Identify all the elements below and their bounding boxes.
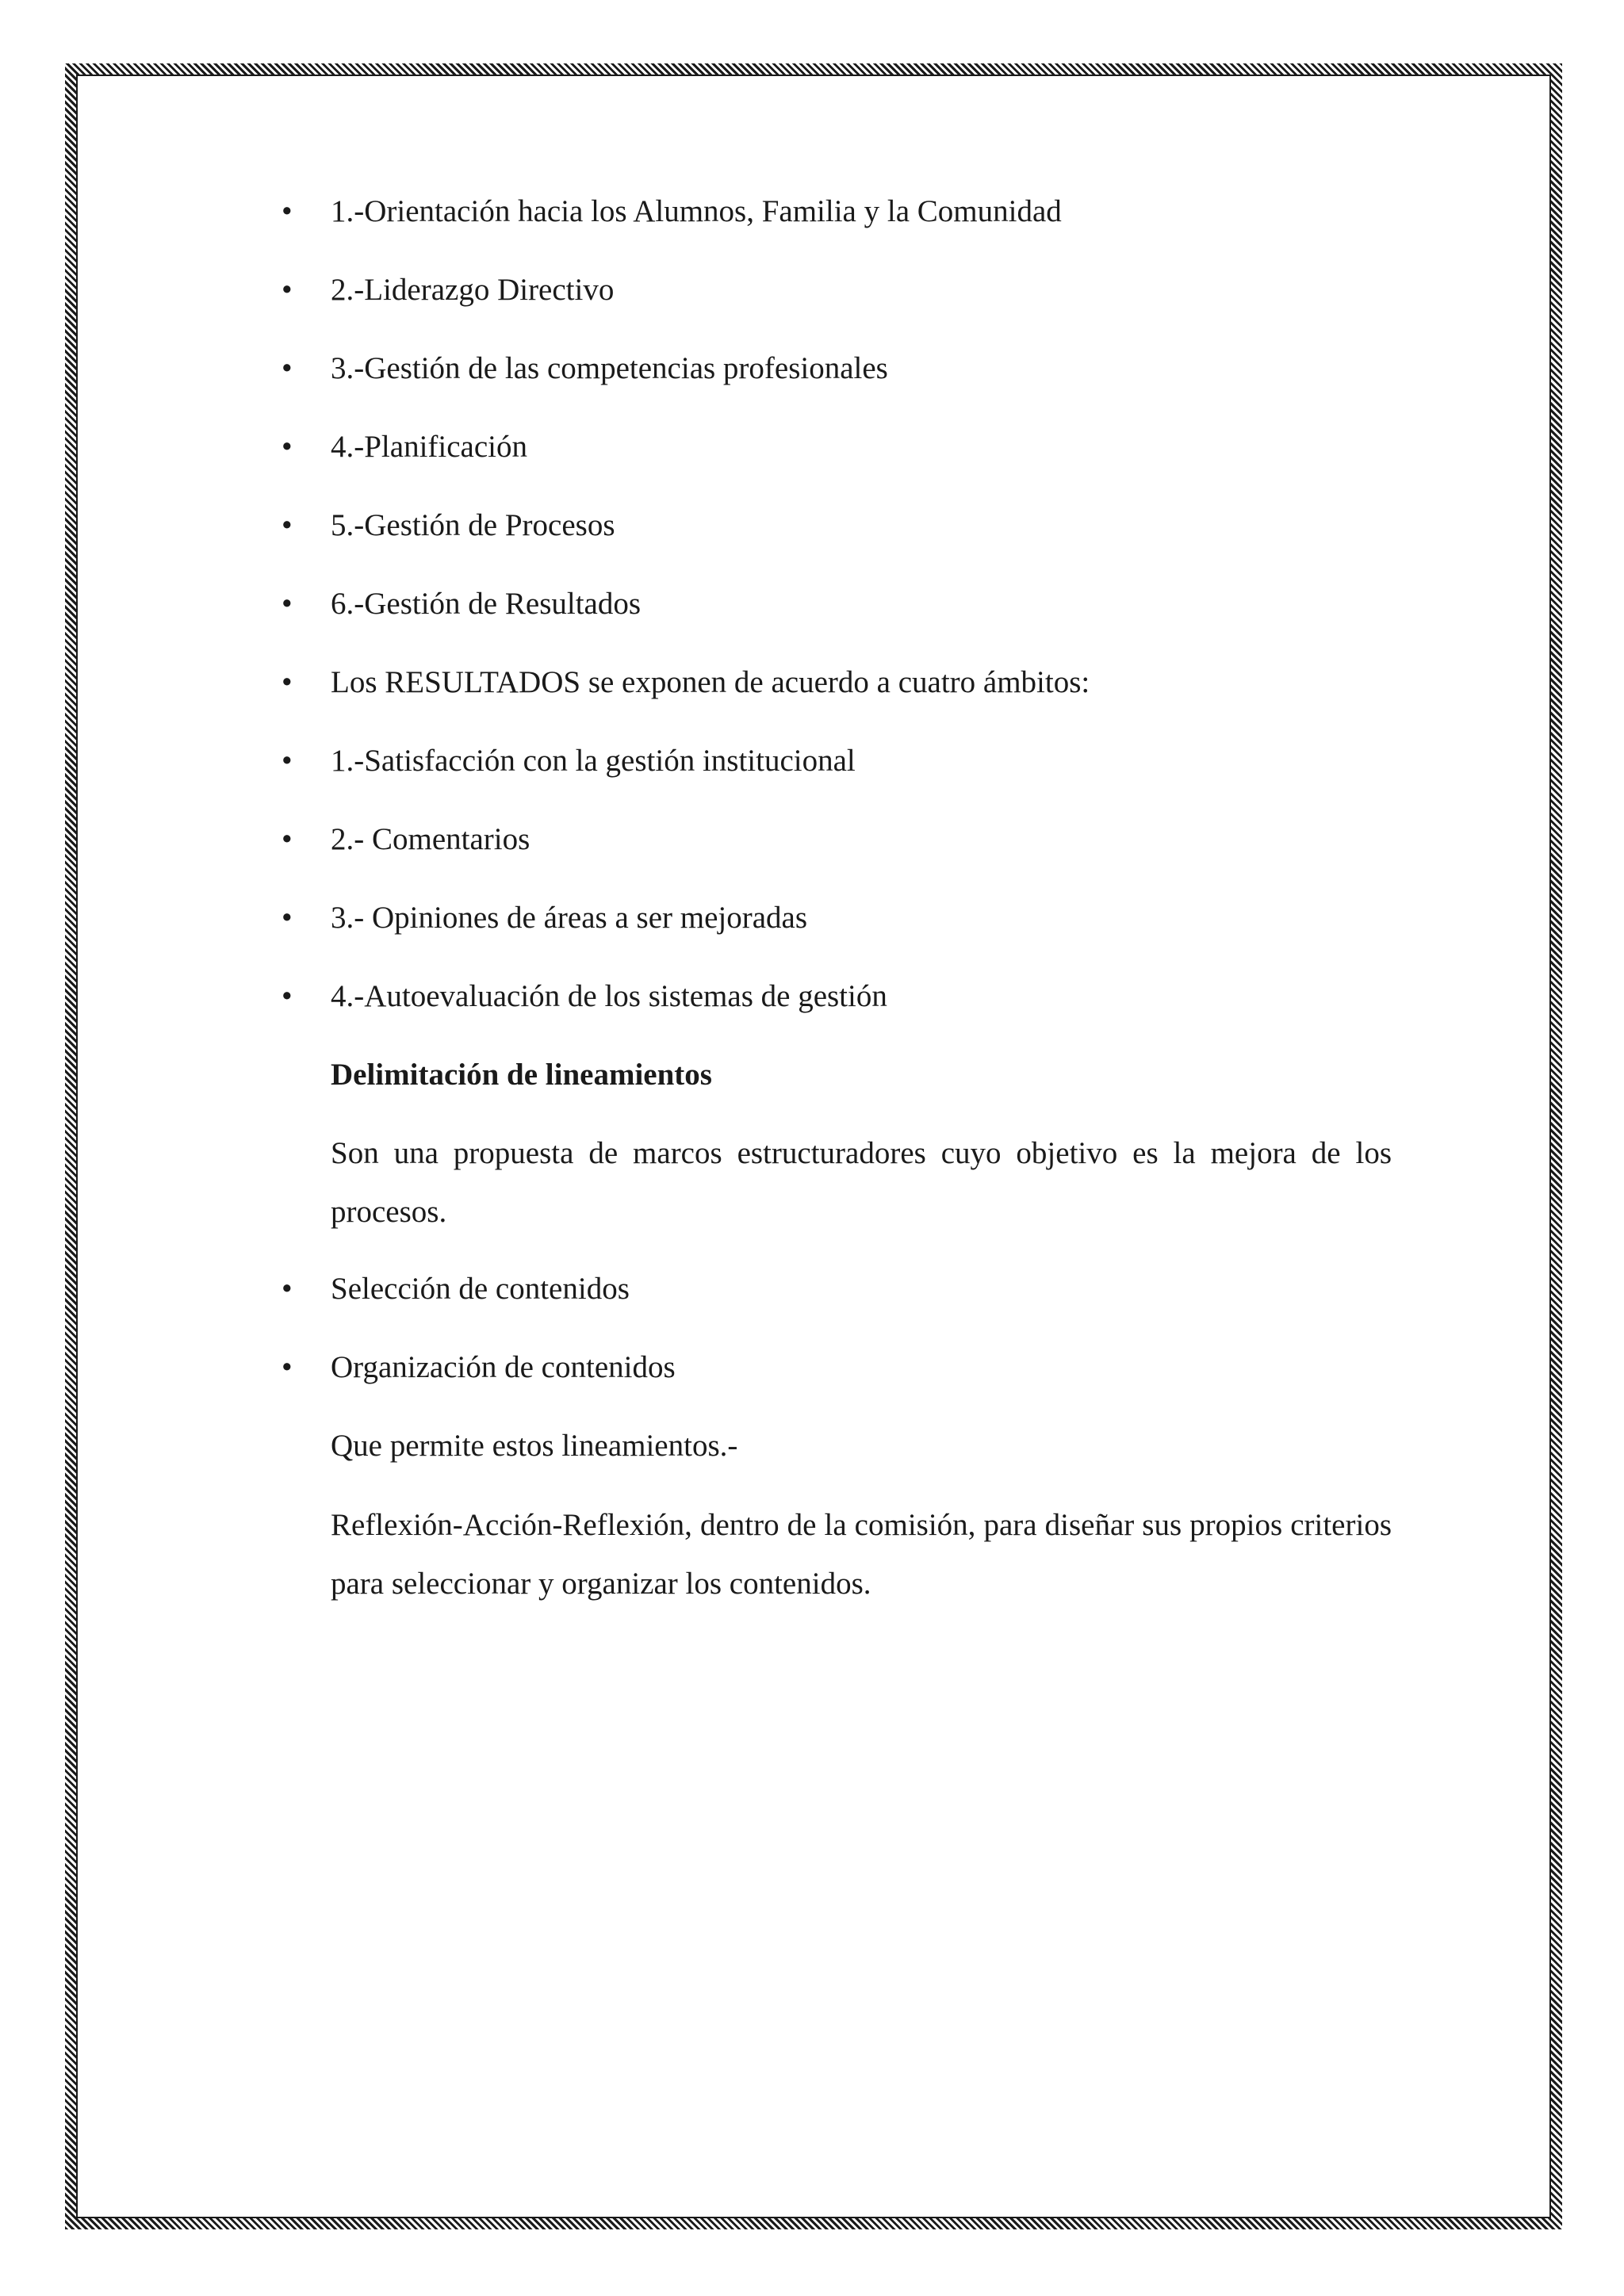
list-item: 6.-Gestión de Resultados (331, 587, 642, 621)
list-item: 2.-Liderazgo Directivo (331, 273, 615, 307)
section-paragraph: Son una propuesta de marcos estructuradores cuyo objetivo es la mejora de los procesos. (331, 1136, 1392, 1229)
bullet-marker: • (282, 744, 293, 778)
bullet-marker: • (282, 273, 293, 307)
bullet-marker: • (282, 822, 293, 856)
list-item: 2.- Comentarios (331, 822, 530, 856)
list-item: 3.-Gestión de las competencias profesionales (331, 351, 888, 385)
bullet-marker: • (282, 587, 293, 621)
bullet-marker: • (282, 979, 293, 1013)
list-item: Los RESULTADOS se exponen de acuerdo a cuatro ámbitos: (331, 665, 1090, 699)
list-item: 3.- Opiniones de áreas a ser mejoradas (331, 901, 808, 935)
bullet-marker: • (282, 508, 293, 542)
bullet-marker: • (282, 1272, 293, 1306)
list-item: 1.-Satisfacción con la gestión institucional (331, 744, 856, 778)
bullet-marker: • (282, 665, 293, 699)
list-item: 4.-Planificación (331, 430, 527, 464)
list-item: 4.-Autoevaluación de los sistemas de gestión (331, 979, 887, 1013)
list-item: Organización de contenidos (331, 1350, 676, 1384)
list-item: 1.-Orientación hacia los Alumnos, Familia y la Comunidad (331, 194, 1062, 228)
list-item: 5.-Gestión de Procesos (331, 508, 615, 542)
question-line: Que permite estos lineamientos.- (331, 1429, 738, 1463)
bullet-marker: • (282, 351, 293, 385)
list-item: Selección de contenidos (331, 1272, 630, 1306)
section-heading: Delimitación de lineamientos (331, 1058, 712, 1092)
bullet-marker: • (282, 901, 293, 935)
bullet-marker: • (282, 194, 293, 228)
bullet-marker: • (282, 1350, 293, 1384)
bullet-marker: • (282, 430, 293, 464)
closing-paragraph: Reflexión-Acción-Reflexión, dentro de la comisión, para diseñar sus propios criterios para seleccionar y organizar los contenidos. (331, 1508, 1392, 1601)
